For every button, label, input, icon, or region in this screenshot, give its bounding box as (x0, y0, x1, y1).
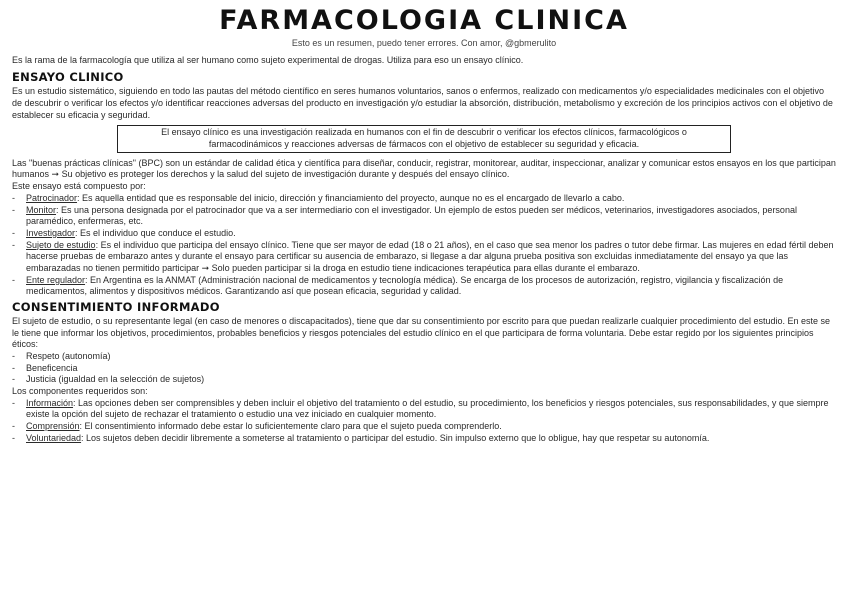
list-item-text: : Las opciones deben ser comprensibles y deben incluir el objetivo del tratamiento o del estudio, su procedimiento, los beneficios y riesgos potenciales, sus responsabilidades, y que siempre existe la opción del sujeto de rechazar el tratamiento o estudio una vez iniciado en cualquier momento. (26, 397, 829, 420)
list-item (12, 421, 836, 433)
list-item: - Beneficencia (12, 363, 836, 375)
components-list (12, 398, 836, 445)
list-item-text: : Los sujetos deben decidir libremente a someterse al tratamiento o participar del estudio. Sin impulso externo que lo obligue, hay que respetar su autonomía. (81, 432, 710, 443)
ensayo-boxed-definition: El ensayo clínico es una investigación realizada en humanos con el fin de descubrir o verificar los efectos clínicos, farmacológicos o farmacodinámicos y reacciones adversas de fármacos con el objetivo de establecer su seguridad y eficacia. (117, 125, 731, 152)
list-item-term: Sujeto de estudio (26, 239, 96, 250)
list-item-text: : Es aquella entidad que es responsable del inicio, dirección y financiamiento del proyecto, aunque no es el encargado de llevarlo a cabo. (77, 192, 625, 203)
consentimiento-heading: CONSENTIMIENTO INFORMADO (12, 300, 220, 314)
composed-label: Este ensayo está compuesto por: (12, 181, 146, 192)
list-item (12, 240, 836, 275)
list-item: - Justicia (igualdad en la selección de sujetos) (12, 374, 836, 386)
list-item (12, 433, 836, 445)
list-item-term: Patrocinador (26, 192, 78, 203)
list-item-term: Información (26, 397, 74, 408)
ensayo-components-list (12, 193, 836, 298)
list-item-term: Monitor (26, 204, 57, 215)
list-item-text: : Es una persona designada por el patrocinador que va a ser intermediario con el investigador. Un ejemplo de estos pueden ser médicos, veterinarios, investigadores asociados, personal paramédico, enfermeras, etc. (26, 204, 797, 227)
page-subtitle: Esto es un resumen, puedo tener errores. Con amor, @gbmerulito (291, 38, 557, 48)
intro-paragraph: Es la rama de la farmacología que utiliza al ser humano como sujeto experimental de drogas. Utiliza para eso un ensayo clínico. (12, 54, 524, 65)
list-item-term: Voluntariedad (26, 432, 82, 443)
ensayo-heading: ENSAYO CLINICO (12, 70, 124, 85)
ensayo-section (12, 70, 836, 298)
list-item: - Respeto (autonomía) (12, 351, 836, 363)
components-intro: Los componentes requeridos son: (12, 386, 148, 397)
page-title: FARMACOLOGIA CLINICA (219, 5, 629, 36)
principles-list (12, 351, 836, 386)
list-item-term: Ente regulador (26, 274, 86, 285)
list-item (12, 398, 836, 421)
consentimiento-section (12, 300, 836, 445)
ensayo-definition: Es un estudio sistemático, siguiendo en todo las pautas del método científico en seres humanos voluntarios, sanos o enfermos, realizado con medicamentos y/o especialidades medicinales con el objetivo de descubrir o verificar los efectos y/o identificar reacciones adversas del producto en investigación y/o estudiar la absorción, distribución, metabolismo y excreción de los principios activos con el objetivo de establecer su eficacia y seguridad. (12, 86, 833, 120)
list-item (12, 205, 836, 228)
list-item-text: : En Argentina es la ANMAT (Administración nacional de medicamentos y tecnología médica). Se encarga de los procesos de autorización, registro, vigilancia y fiscalización de medicamentos, alimentos y dispositivos médicos. Garantizando así que posean eficacia, seguridad y calidad. (26, 274, 784, 297)
list-item (12, 228, 836, 240)
list-item-text: : Es el individuo que participa del ensayo clínico. Tiene que ser mayor de edad (18 o 21 años), en el caso que sea menor los padres o tutor debe firmar. Las mujeres en edad fértil deben hacerse pruebas de embarazo antes y durante el ensayo para certificar su ausencia de embarazo, si llegase a dar alguna prueba positiva son excluidas inmediatamente del ensayo ya que las embarazadas no tienen permitido participar ➞ Solo pueden participar si la droga en estudio tiene indicaciones terapéutica para ellas durante el embarazo. (26, 239, 834, 273)
bpc-paragraph: Las "buenas prácticas clínicas" (BPC) son un estándar de calidad ética y científica para diseñar, conducir, registrar, monitorear, auditar, inspeccionar, analizar y comunicar estos ensayos en los que participan humanos ➞ Su objetivo es proteger los derechos y la salud del sujeto de investigación durante y después del ensayo clínico. (12, 157, 836, 180)
consentimiento-paragraph: El sujeto de estudio, o su representante legal (en caso de menores o discapacitados), tiene que dar su consentimiento por escrito para que puedan realizarle cualquier procedimiento del estudio. En este se le tiene que informar los objetivos, procedimientos, probables beneficios y riesgos potenciales del estudio clínico en el que participara de forma voluntaria. Debe estar regido por los siguientes principios éticos: (12, 315, 830, 350)
list-item-text: : Es el individuo que conduce el estudio. (75, 227, 236, 238)
list-item (12, 193, 836, 205)
list-item-term: Comprensión (26, 421, 80, 432)
list-item-term: Investigador (26, 227, 76, 238)
list-item (12, 275, 836, 298)
list-item-text: : El consentimiento informado debe estar lo suficientemente claro para que el sujeto pueda comprenderlo. (79, 421, 502, 432)
